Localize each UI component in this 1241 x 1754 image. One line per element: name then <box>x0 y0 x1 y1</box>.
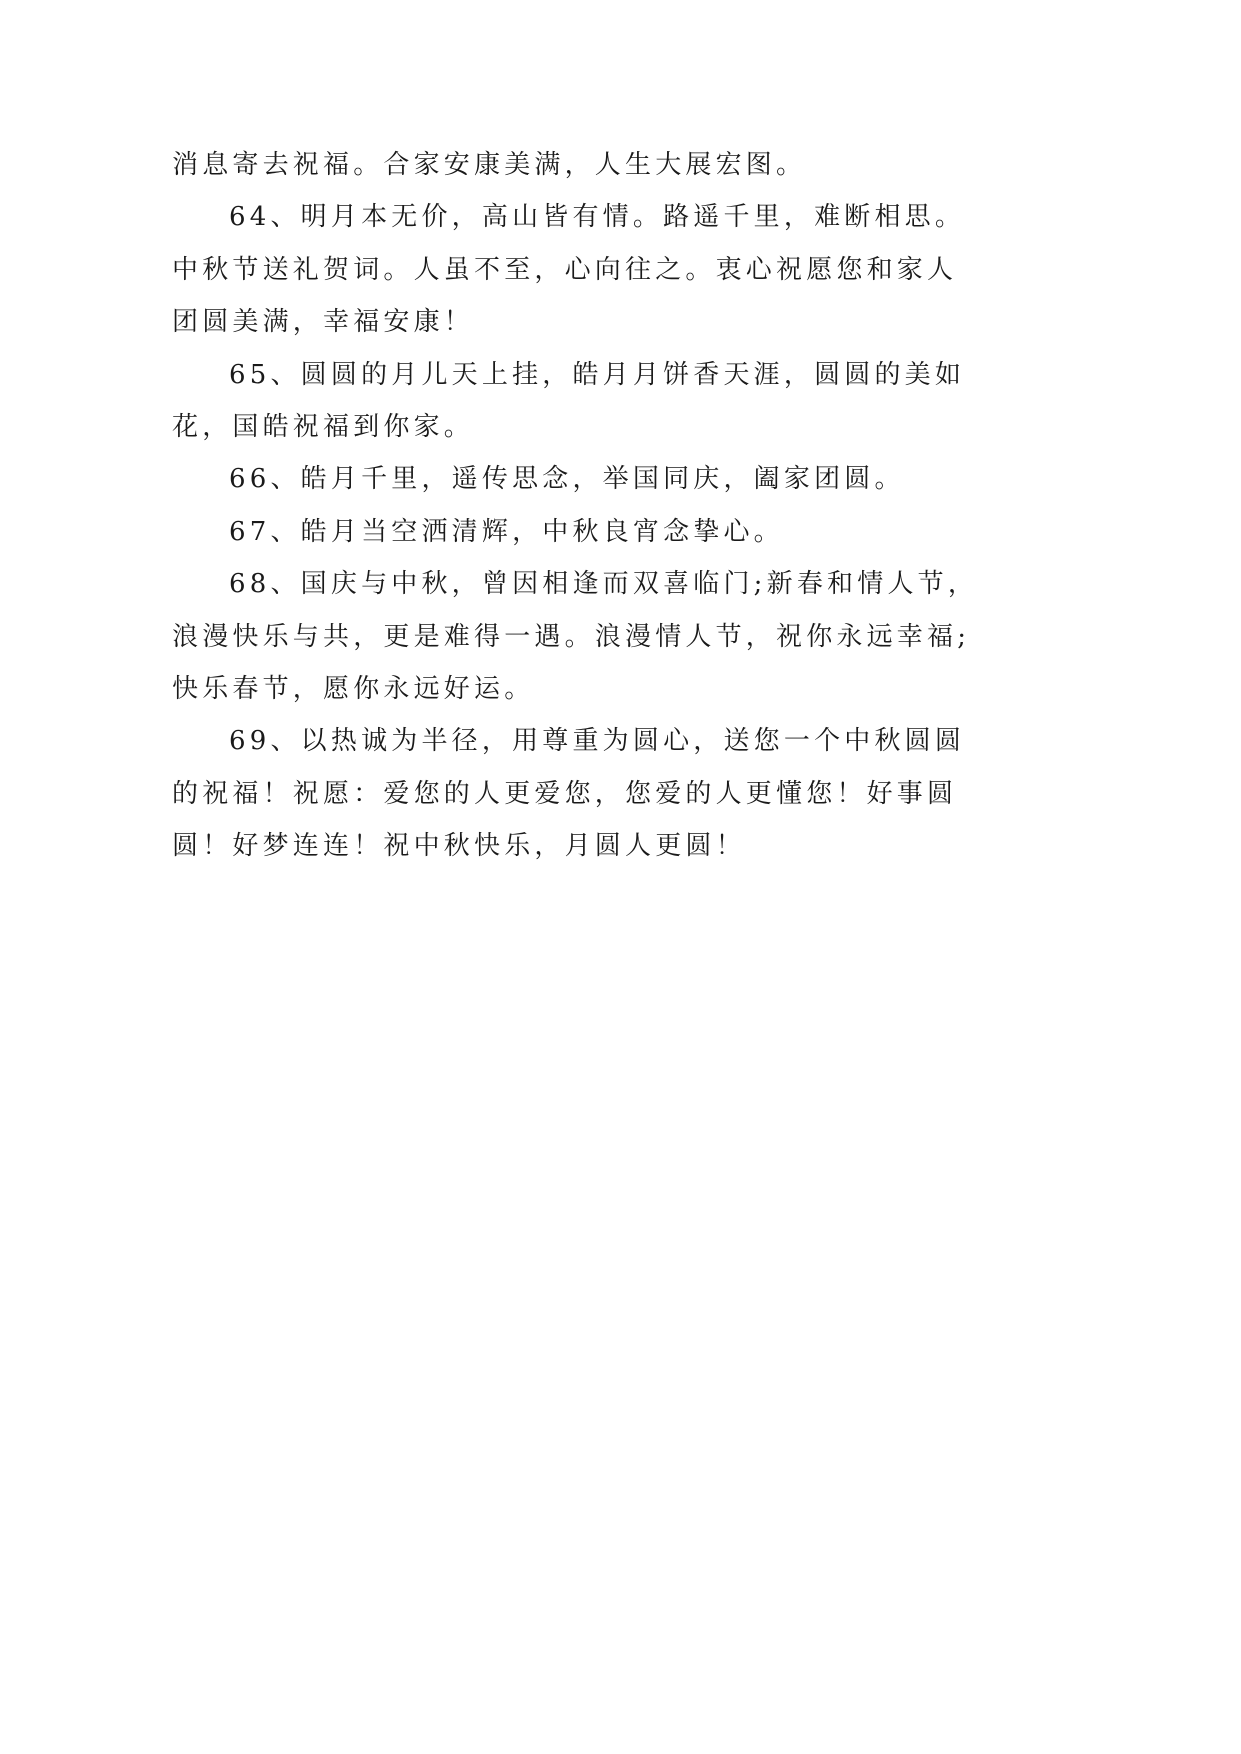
document-body <box>172 139 1032 872</box>
paragraph-69 <box>172 715 1032 872</box>
text-line: 66、皓月千里，遥传思念，举国同庆，阖家团圆。 <box>229 464 905 495</box>
text-line: 68、国庆与中秋，曾因相逢而双喜临门;新春和情人节， <box>229 569 979 600</box>
text-line: 64、明月本无价，高山皆有情。路遥千里，难断相思。 <box>229 202 966 233</box>
text-line: 圆！好梦连连！祝中秋快乐，月圆人更圆！ <box>172 831 746 862</box>
text-line: 69、以热诚为半径，用尊重为圆心，送您一个中秋圆圆 <box>229 726 966 757</box>
paragraph-65 <box>172 349 1032 454</box>
text-line: 67、皓月当空洒清辉，中秋良宵念挚心。 <box>229 516 784 547</box>
text-line: 浪漫快乐与共，更是难得一遇。浪漫情人节，祝你永远幸福; <box>172 621 971 652</box>
text-line: 快乐春节，愿你永远好运。 <box>172 673 535 704</box>
text-line: 消息寄去祝福。合家安康美满，人生大展宏图。 <box>172 150 807 180</box>
text-line: 中秋节送礼贺词。人虽不至，心向往之。衷心祝愿您和家人 <box>172 254 958 285</box>
paragraph-66 <box>172 453 1032 505</box>
text-line: 65、圆圆的月儿天上挂，皓月月饼香天涯，圆圆的美如 <box>229 359 966 390</box>
text-line: 花，国皓祝福到你家。 <box>172 411 475 442</box>
text-line: 团圆美满，幸福安康！ <box>172 307 475 338</box>
text-line: 的祝福！祝愿：爱您的人更爱您，您爱的人更懂您！好事圆 <box>172 778 958 809</box>
paragraph-67 <box>172 506 1032 558</box>
paragraph-64 <box>172 191 1032 348</box>
paragraph-68 <box>172 558 1032 715</box>
paragraph-continued <box>172 139 1032 191</box>
